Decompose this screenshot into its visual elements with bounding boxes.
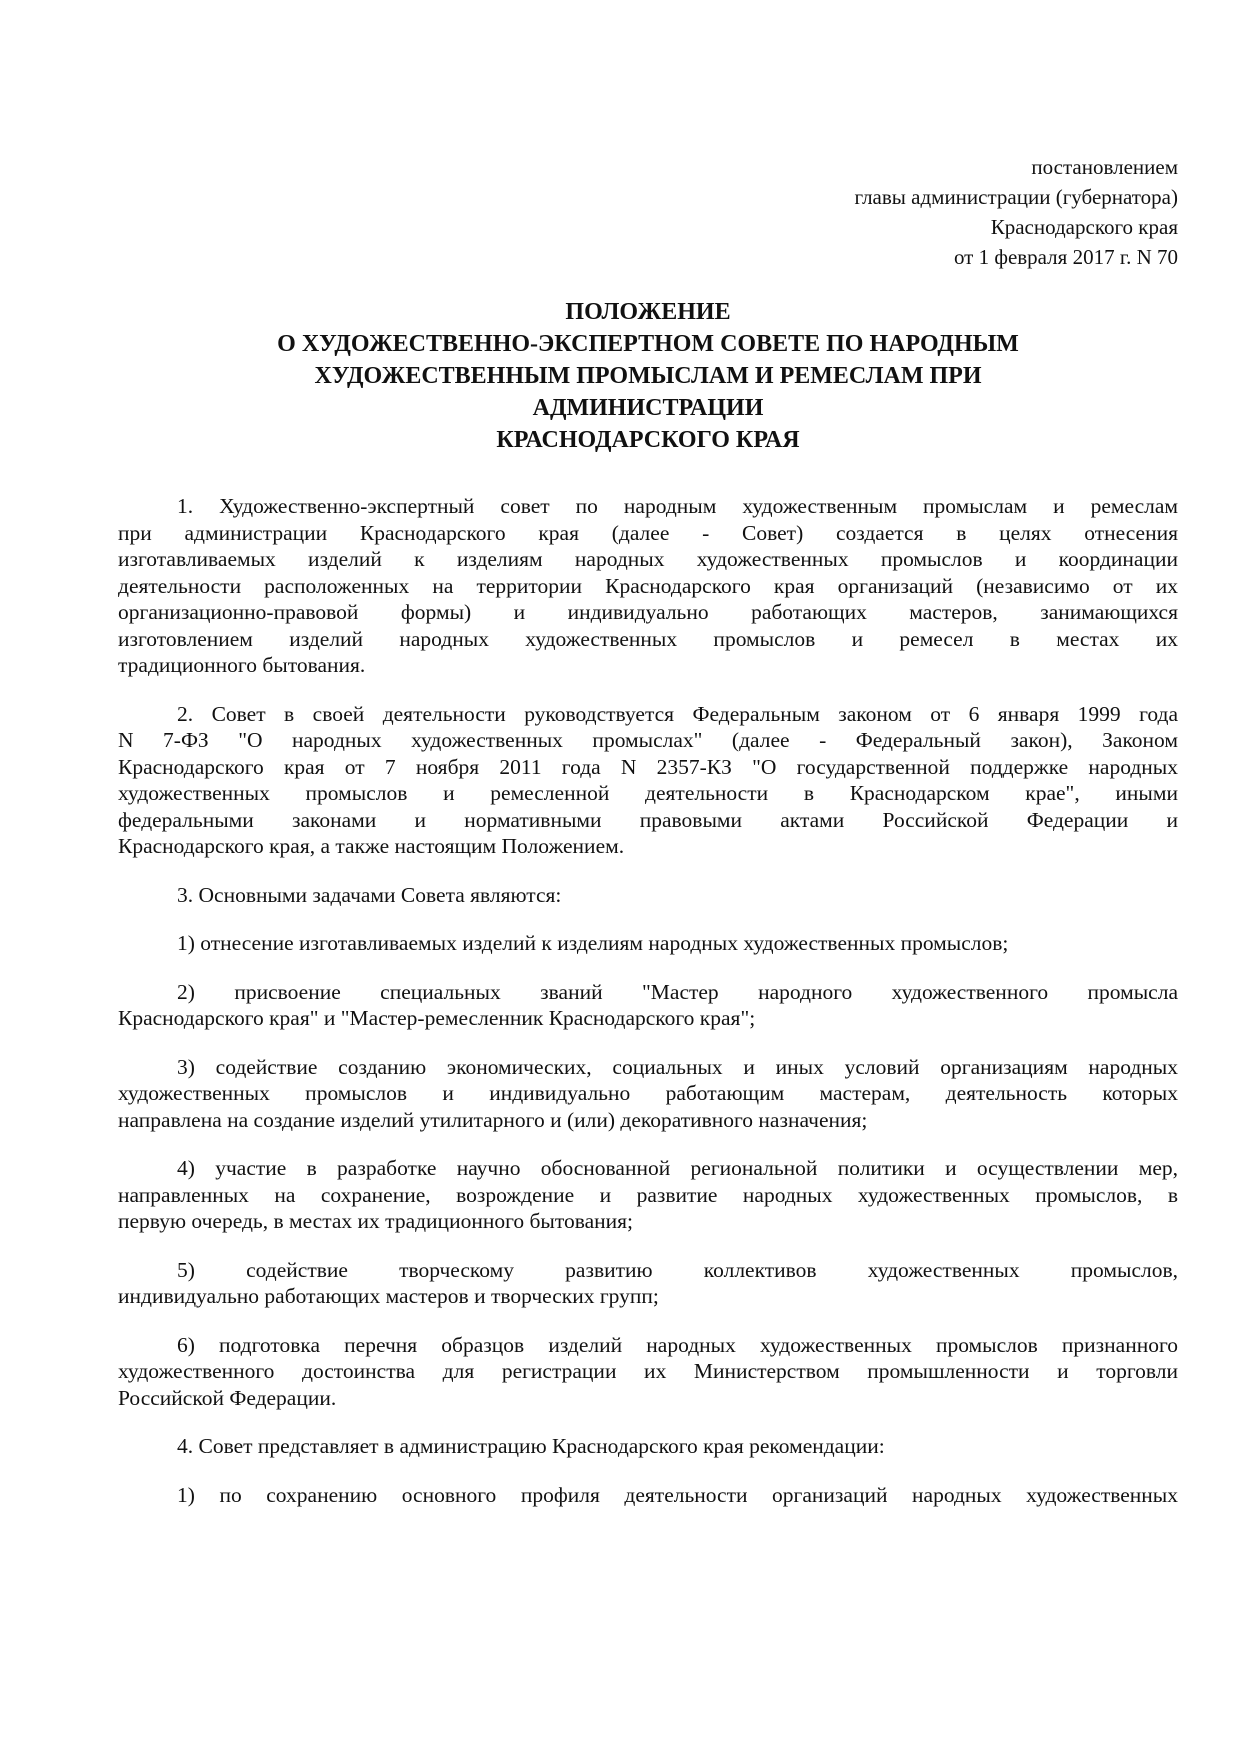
title-line: О ХУДОЖЕСТВЕННО-ЭКСПЕРТНОМ СОВЕТЕ ПО НАРОДНЫМ xyxy=(277,331,1019,357)
paragraph xyxy=(118,979,1178,1032)
paragraph-line: традиционного бытования. xyxy=(118,653,366,677)
paragraph-line: 1. Художественно-экспертный совет по народным художественным промыслам и ремеслам xyxy=(177,494,1178,518)
paragraph-line: художественных промыслов и ремесленной деятельности в Краснодарском крае", иными xyxy=(118,781,1178,805)
paragraph xyxy=(118,1332,1178,1412)
paragraph xyxy=(118,1054,1178,1134)
header-line: Краснодарского края xyxy=(990,215,1178,239)
paragraph-line: Краснодарского края от 7 ноября 2011 года N 2357-КЗ "О государственной поддержке народных xyxy=(118,754,1178,779)
header-line: от 1 февраля 2017 г. N 70 xyxy=(953,245,1178,269)
paragraph-line: 1) по сохранению основного профиля деятельности организаций народных художественных xyxy=(177,1482,1178,1507)
paragraph-line: 3) содействие созданию экономических, социальных и иных условий организациям народных xyxy=(177,1054,1178,1079)
approval-reference xyxy=(855,152,1178,272)
paragraph-line: N 7-ФЗ "О народных художественных промыслах" (далее - Федеральный закон), Законом xyxy=(118,728,1178,752)
document-body xyxy=(118,493,1178,1530)
paragraph-line: 2. Совет в своей деятельности руководствуется Федеральным законом от 6 января 1999 года xyxy=(177,701,1178,726)
paragraph xyxy=(118,1155,1178,1235)
paragraph-line: художественного достоинства для регистрации их Министерством промышленности и торговли xyxy=(118,1359,1178,1383)
paragraph-line: художественных промыслов и индивидуально работающим мастерам, деятельность которых xyxy=(118,1081,1178,1105)
paragraph xyxy=(118,882,1178,909)
paragraph xyxy=(118,1482,1178,1509)
paragraph-line: изготавливаемых изделий к изделиям народных художественных промыслов и координации xyxy=(118,547,1178,571)
paragraph-line: 1) отнесение изготавливаемых изделий к изделиям народных художественных промыслов; xyxy=(177,931,1009,955)
paragraph-line: 2) присвоение специальных званий "Мастер народного художественного промысла xyxy=(177,979,1178,1004)
paragraph-line: деятельности расположенных на территории Краснодарского края организаций (независимо от их xyxy=(118,573,1178,598)
paragraph-line: организационно-правовой формы) и индивидуально работающих мастеров, занимающихся xyxy=(118,600,1178,624)
paragraph-line: 4. Совет представляет в администрацию Краснодарского края рекомендации: xyxy=(177,1434,885,1458)
paragraph-line: Краснодарского края, а также настоящим Положением. xyxy=(118,834,625,858)
header-line: постановлением xyxy=(1031,155,1178,179)
paragraph-line: 5) содействие творческому развитию коллективов художественных промыслов, xyxy=(177,1257,1178,1282)
document-title xyxy=(0,296,1240,456)
paragraph-line: направленных на сохранение, возрождение и развитие народных художественных промыслов, в xyxy=(118,1182,1178,1207)
title-line: АДМИНИСТРАЦИИ xyxy=(532,395,764,421)
paragraph-line: федеральными законами и нормативными правовыми актами Российской Федерации и xyxy=(118,807,1178,832)
title-line: ПОЛОЖЕНИЕ xyxy=(565,299,731,325)
paragraph-line: направлена на создание изделий утилитарного и (или) декоративного назначения; xyxy=(118,1107,868,1132)
paragraph-line: 3. Основными задачами Совета являются: xyxy=(177,882,562,907)
paragraph-line: при администрации Краснодарского края (далее - Совет) создается в целях отнесения xyxy=(118,520,1178,545)
paragraph xyxy=(118,930,1178,957)
paragraph-line: 6) подготовка перечня образцов изделий народных художественных промыслов признанного xyxy=(177,1332,1178,1357)
title-line: ХУДОЖЕСТВЕННЫМ ПРОМЫСЛАМ И РЕМЕСЛАМ ПРИ xyxy=(314,363,982,389)
paragraph xyxy=(118,1257,1178,1310)
paragraph xyxy=(118,701,1178,860)
paragraph xyxy=(118,1433,1178,1460)
paragraph-line: Российской Федерации. xyxy=(118,1385,337,1410)
paragraph-line: Краснодарского края" и "Мастер-ремесленник Краснодарского края"; xyxy=(118,1006,756,1030)
paragraph-line: первую очередь, в местах их традиционного бытования; xyxy=(118,1209,634,1233)
paragraph xyxy=(118,493,1178,679)
paragraph-line: изготовлением изделий народных художественных промыслов и ремесел в местах их xyxy=(118,626,1178,651)
paragraph-line: 4) участие в разработке научно обоснованной региональной политики и осуществлении мер, xyxy=(177,1156,1178,1180)
header-line: главы администрации (губернатора) xyxy=(854,185,1178,209)
title-line: КРАСНОДАРСКОГО КРАЯ xyxy=(496,427,800,453)
paragraph-line: индивидуально работающих мастеров и творческих групп; xyxy=(118,1284,659,1308)
